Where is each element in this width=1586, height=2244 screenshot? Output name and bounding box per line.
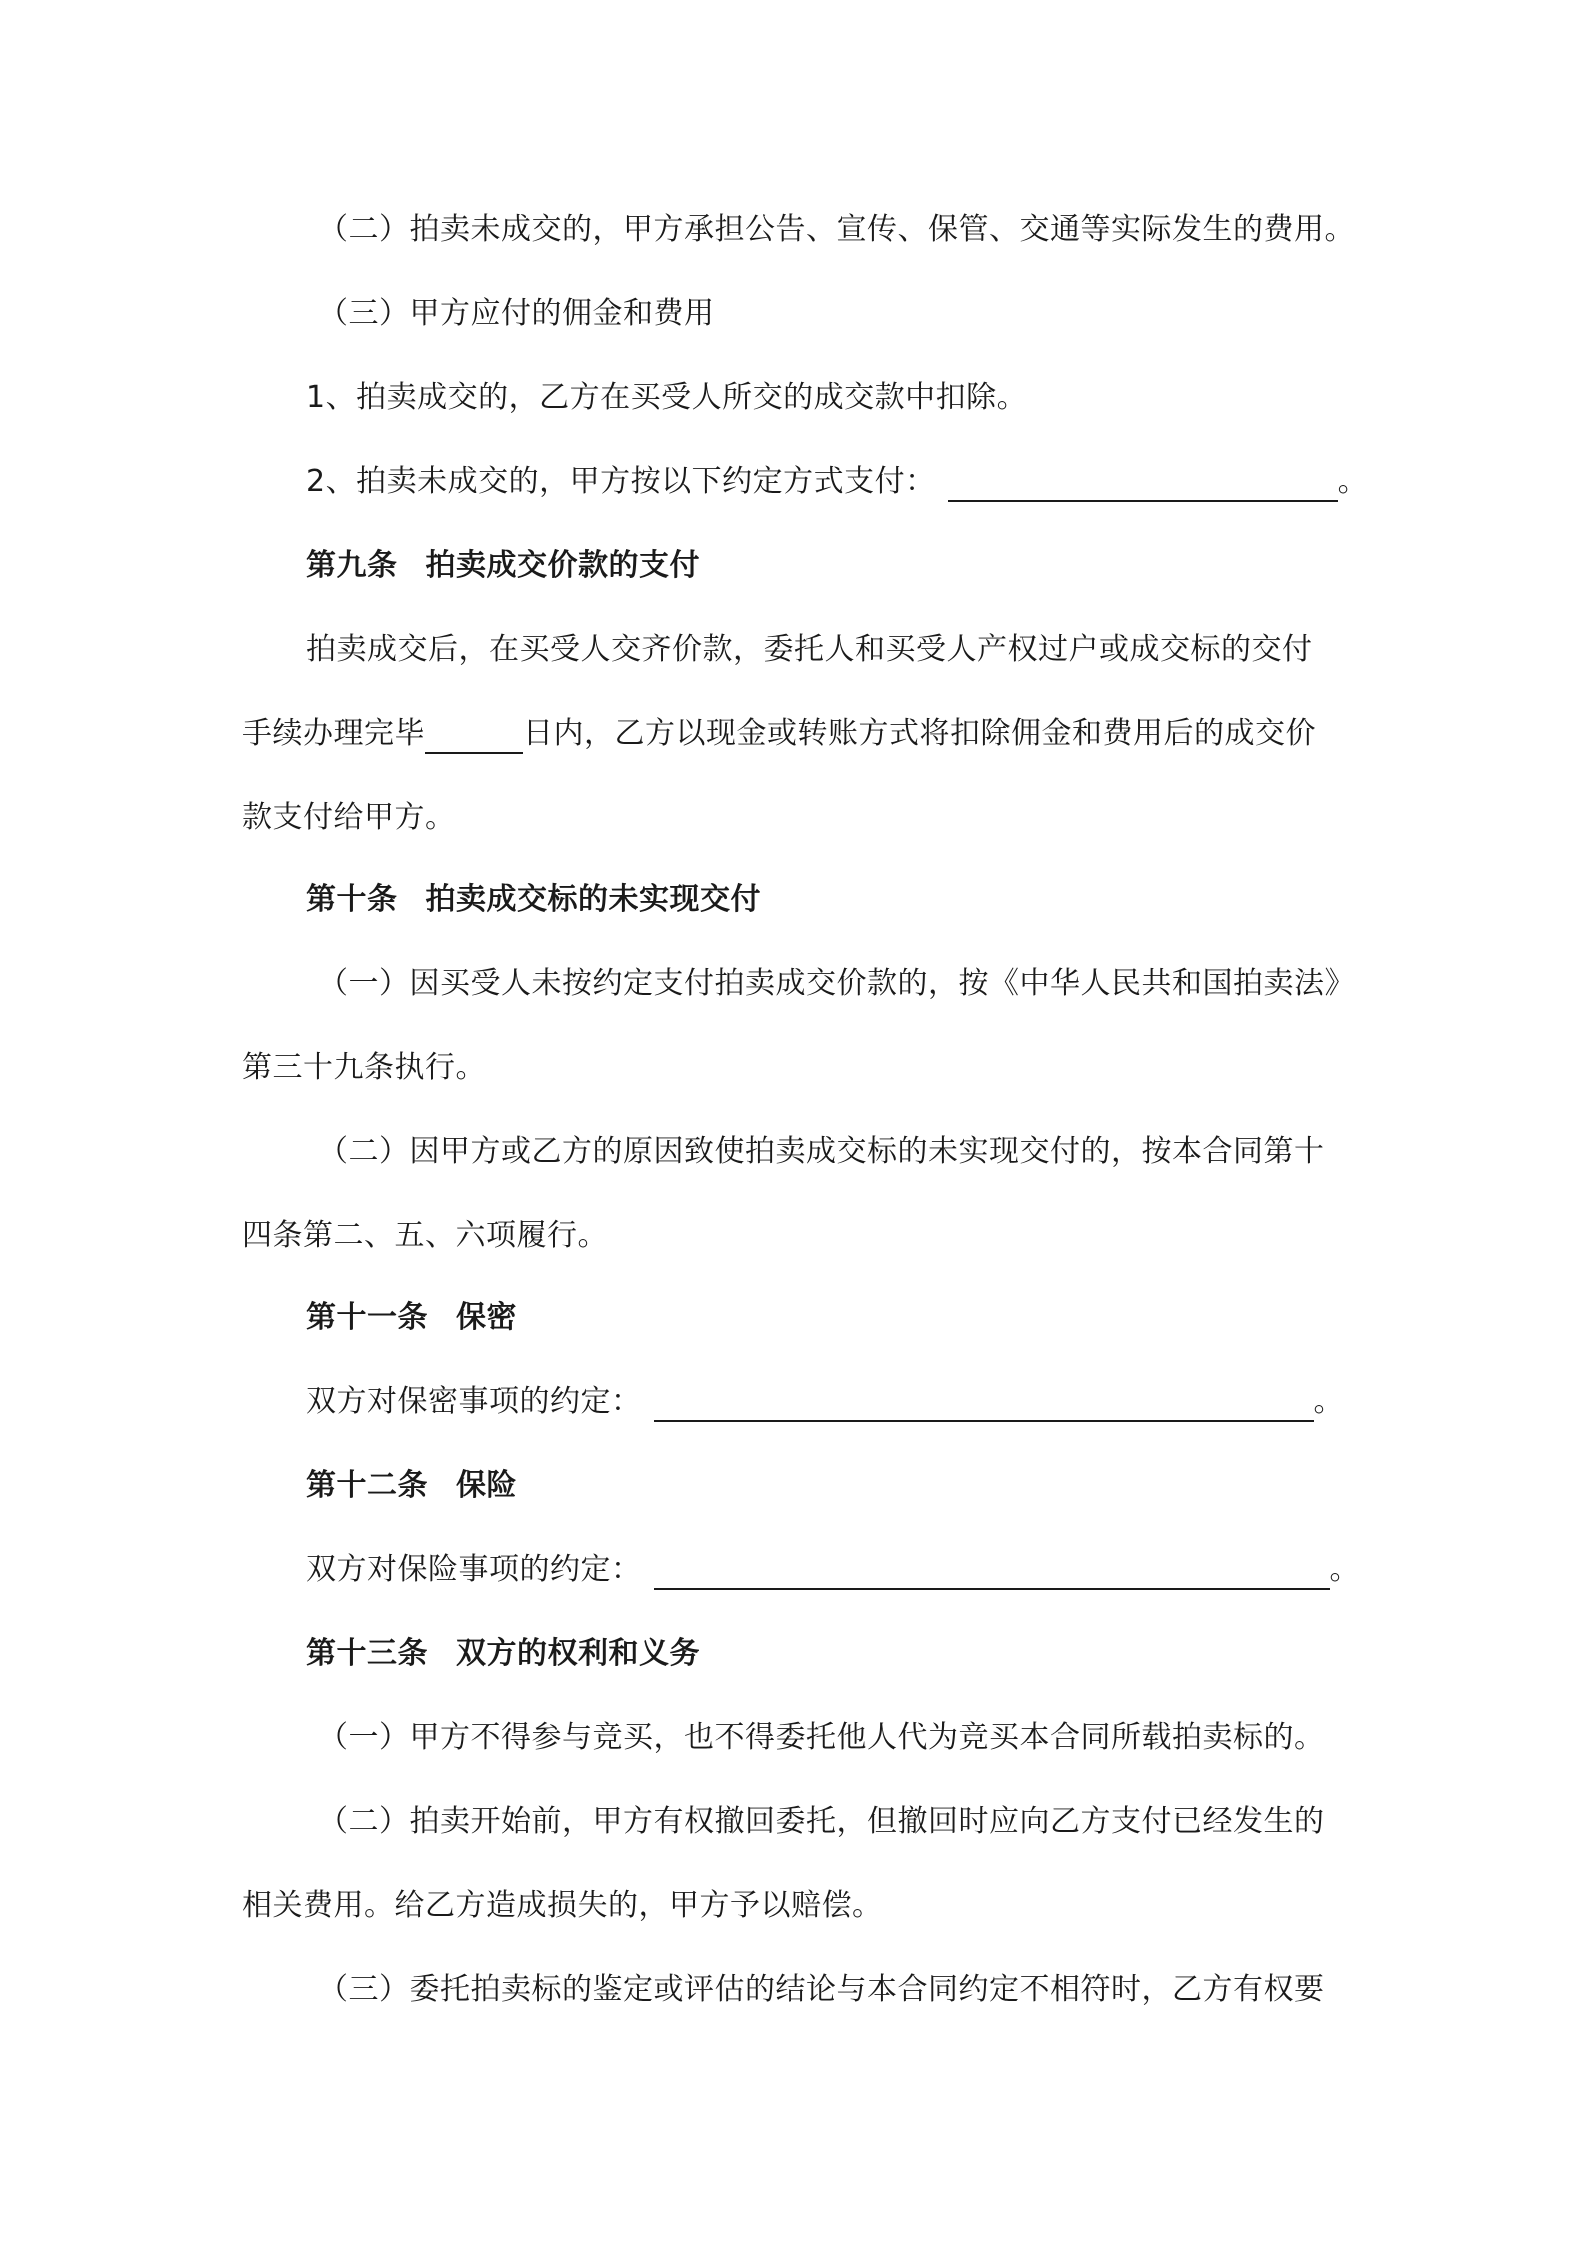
section-10-number: 第十条 (306, 882, 398, 917)
paragraph-8-3: （三）甲方应付的佣金和费用 (318, 296, 715, 331)
period-mark: 。 (1313, 1384, 1344, 1419)
paragraph-12-text: 双方对保险事项的约定： (306, 1552, 642, 1587)
paragraph-13-3-line-1: （三）委托拍卖标的鉴定或评估的结论与本合同约定不相符时，乙方有权要 (318, 1972, 1325, 2007)
paragraph-9-line-2-suffix: 日内，乙方以现金或转账方式将扣除佣金和费用后的成交价 (523, 716, 1316, 751)
paragraph-9-line-1: 拍卖成交后，在买受人交齐价款，委托人和买受人产权过户或成交标的交付 (306, 632, 1313, 667)
paragraph-9-line-2-prefix: 手续办理完毕 (242, 716, 425, 751)
section-13-heading (306, 1634, 700, 1674)
period-mark: 。 (1337, 464, 1369, 499)
section-11-heading (306, 1298, 517, 1338)
section-13-number: 第十三条 (306, 1636, 428, 1671)
paragraph-10-1-line-2: 第三十九条执行。 (242, 1050, 486, 1085)
confidentiality-blank[interactable] (654, 1386, 1314, 1422)
paragraph-9-line-3: 款支付给甲方。 (242, 800, 456, 835)
paragraph-8-3-2 (306, 462, 1368, 502)
insurance-blank[interactable] (654, 1554, 1330, 1590)
paragraph-8-2: （二）拍卖未成交的，甲方承担公告、宣传、保管、交通等实际发生的费用。 (318, 212, 1355, 247)
section-10-heading (306, 880, 761, 920)
paragraph-8-3-2-text: 2、拍卖未成交的，甲方按以下约定方式支付： (306, 464, 936, 499)
paragraph-13-1: （一）甲方不得参与竞买，也不得委托他人代为竞买本合同所载拍卖标的。 (318, 1720, 1325, 1755)
paragraph-13-2-line-2: 相关费用。给乙方造成损失的，甲方予以赔偿。 (242, 1888, 883, 1923)
days-blank[interactable] (425, 718, 523, 754)
section-11-number: 第十一条 (306, 1300, 428, 1335)
paragraph-10-1-line-1: （一）因买受人未按约定支付拍卖成交价款的，按《中华人民共和国拍卖法》 (318, 966, 1355, 1001)
section-12-title: 保险 (456, 1468, 517, 1503)
payment-method-blank[interactable] (948, 466, 1338, 502)
paragraph-9-line-2 (242, 714, 1316, 754)
section-9-title: 拍卖成交价款的支付 (425, 548, 700, 583)
section-11-title: 保密 (456, 1300, 517, 1335)
section-9-number: 第九条 (306, 548, 398, 583)
paragraph-13-2-line-1: （二）拍卖开始前，甲方有权撤回委托，但撤回时应向乙方支付已经发生的 (318, 1804, 1325, 1839)
paragraph-10-2-line-2: 四条第二、五、六项履行。 (242, 1218, 608, 1253)
paragraph-11 (306, 1382, 1344, 1422)
section-9-heading (306, 546, 700, 586)
period-mark: 。 (1329, 1552, 1360, 1587)
section-13-title: 双方的权利和义务 (456, 1636, 700, 1671)
paragraph-11-text: 双方对保密事项的约定： (306, 1384, 642, 1419)
section-12-heading (306, 1466, 517, 1506)
section-10-title: 拍卖成交标的未实现交付 (425, 882, 761, 917)
paragraph-8-3-1: 1、拍卖成交的，乙方在买受人所交的成交款中扣除。 (306, 380, 1028, 415)
section-12-number: 第十二条 (306, 1468, 428, 1503)
paragraph-12 (306, 1550, 1360, 1590)
paragraph-10-2-line-1: （二）因甲方或乙方的原因致使拍卖成交标的未实现交付的，按本合同第十 (318, 1134, 1325, 1169)
